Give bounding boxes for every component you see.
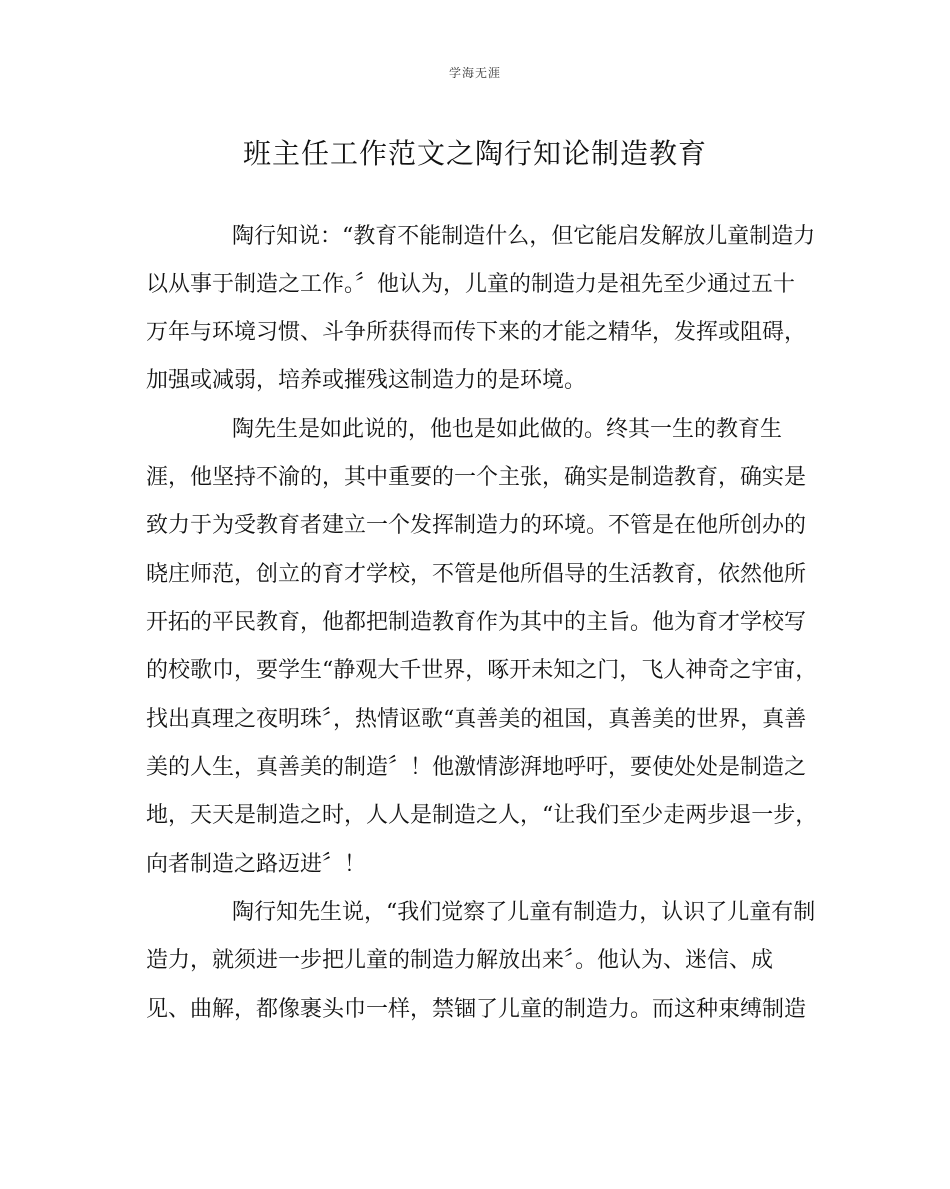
paragraph-2-line-7: 找出真理之夜明珠〞，热情讴歌“真善美的祖国，真善美的世界，真善 (146, 707, 807, 732)
paragraph-2-line-2: 涯，他坚持不渝的，其中重要的一个主张，确实是制造教育，确实是 (146, 465, 807, 490)
paragraph-2-line-6: 的校歌巾，要学生“静观大千世界，啄开未知之门，飞人神奇之宇宙， (146, 658, 818, 683)
paragraph-3-line-3: 见、曲解，都像裹头巾一样，禁锢了儿童的制造力。而这种束缚制造 (146, 997, 807, 1022)
paragraph-2-line-3: 致力于为受教育者建立一个发挥制造力的环境。不管是在他所创办的 (146, 513, 807, 538)
page-header: 学海无涯 (448, 66, 501, 80)
paragraph-3-line-2: 造力，就须进一步把儿童的制造力解放出来〞。他认为、迷信、成 (146, 948, 774, 973)
paragraph-2-line-4: 晓庄师范，创立的育才学校，不管是他所倡导的生活教育，依然他所 (146, 562, 807, 587)
paragraph-1-line-2: 以从事于制造之工作。〞他认为，儿童的制造力是祖先至少通过五十 (146, 272, 796, 297)
document-title: 班主任工作范文之陶行知论制造教育 (242, 137, 707, 170)
paragraph-1-line-3: 万年与环境习惯、斗争所获得而传下来的才能之精华，发挥或阻碍， (146, 320, 807, 345)
paragraph-2-line-10: 向者制造之路迈进〞！ (146, 852, 367, 877)
paragraph-2-line-5: 开拓的平民教育，他都把制造教育作为其中的主旨。他为育才学校写 (146, 610, 807, 635)
paragraph-2-line-8: 美的人生，真善美的制造〞！他激情澎湃地呼吁，要使处处是制造之 (146, 755, 807, 780)
paragraph-1-line-4: 加强或减弱，培养或摧残这制造力的是环境。 (146, 368, 587, 393)
paragraph-2-line-9: 地，天天是制造之时，人人是制造之人，“让我们至少走两步退一步， (146, 803, 818, 828)
paragraph-3-line-1: 陶行知先生说，“我们觉察了儿童有制造力，认识了儿童有制 (232, 900, 816, 925)
paragraph-2-line-1: 陶先生是如此说的，他也是如此做的。终其一生的教育生 (232, 417, 783, 442)
paragraph-1-line-1: 陶行知说：“教育不能制造什么，但它能启发解放儿童制造力 (232, 224, 816, 249)
